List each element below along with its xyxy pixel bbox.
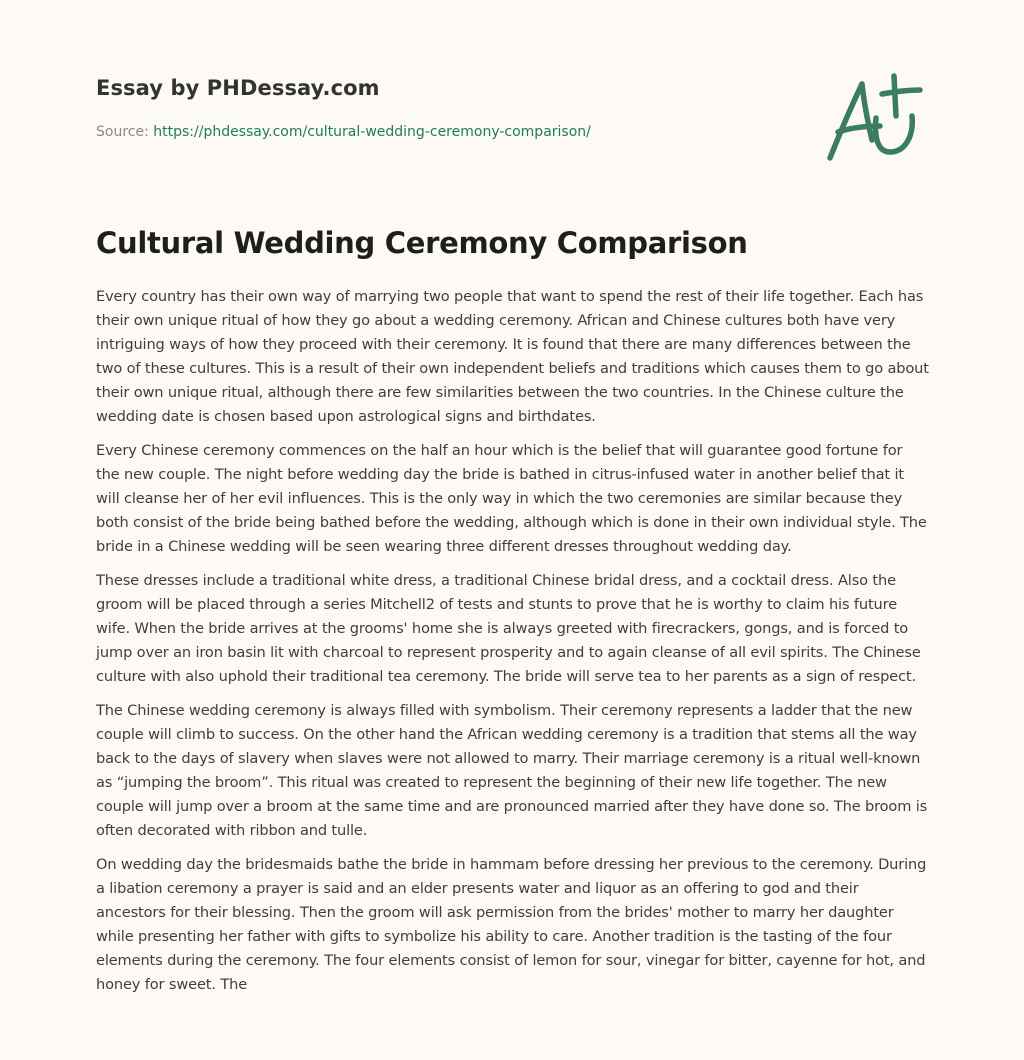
essay-paragraph: These dresses include a traditional white dress, a traditional Chinese bridal dress, and a cocktail dress. Also the groom will be placed through a series Mitchell2 of tests and stunts to prove that he is worthy to claim his future wife. When the bride arrives at the grooms' home she is always greeted with firecrackers, gongs, and is forced to jump over an iron basin lit with charcoal to represent prosperity and to again cleanse of all evil spirits. The Chinese culture with also uphold their traditional tea ceremony. The bride will serve tea to her parents as a sign of respect. [96,572,921,685]
source-link[interactable]: https://phdessay.com/cultural-wedding-ceremony-comparison/ [153,124,591,140]
essay-body [96,285,930,1007]
essay-paragraph: Every country has their own way of marrying two people that want to spend the rest of their life together. Each has their own unique ritual of how they go about a wedding ceremony. African and Chinese cultures both have very intriguing ways of how they proceed with their ceremony. It is found that there are many differences between the two of these cultures. This is a result of their own independent beliefs and traditions which causes them to go about their own unique ritual, although there are few similarities between the two countries. In the Chinese culture the wedding date is chosen based upon astrological signs and birthdates. [96,288,929,425]
source-line [96,124,591,140]
essay-paragraph: On wedding day the bridesmaids bathe the bride in hammam before dressing her previous to the ceremony. During a libation ceremony a prayer is said and an elder presents water and liquor as an offering to god and their ancestors for their blessing. Then the groom will ask permission from the brides' mother to marry her daughter while presenting her father with gifts to symbolize his ability to care. Another tradition is the tasting of the four elements during the ceremony. The four elements consist of lemon for sour, vinegar for bitter, cayenne for hot, and honey for sweet. The [96,856,927,993]
essay-page [96,0,930,993]
essay-paragraph: The Chinese wedding ceremony is always filled with symbolism. Their ceremony represents a ladder that the new couple will climb to success. On the other hand the African wedding ceremony is a tradition that stems all the way back to the days of slavery when slaves were not allowed to marry. Their marriage ceremony is a ritual well-known as “jumping the broom”. This ritual was created to represent the beginning of their new life together. The new couple will jump over a broom at the same time and are pronounced married after they have done so. The broom is often decorated with ribbon and tulle. [96,702,928,839]
essay-paragraph: Every Chinese ceremony commences on the half an hour which is the belief that will guarantee good fortune for the new couple. The night before wedding day the bride is bathed in citrus-infused water in another belief that it will cleanse her of her evil influences. This is the only way in which the two ceremonies are similar because they both consist of the bride being bathed before the wedding, although which is done in their own individual style. The bride in a Chinese wedding will be seen wearing three different dresses throughout wedding day. [96,442,927,555]
site-title: Essay by PHDessay.com [96,76,380,100]
source-label: Source: [96,124,149,140]
a-plus-grade-icon [824,68,928,164]
essay-title: Cultural Wedding Ceremony Comparison [96,226,748,260]
page-header [96,0,930,200]
